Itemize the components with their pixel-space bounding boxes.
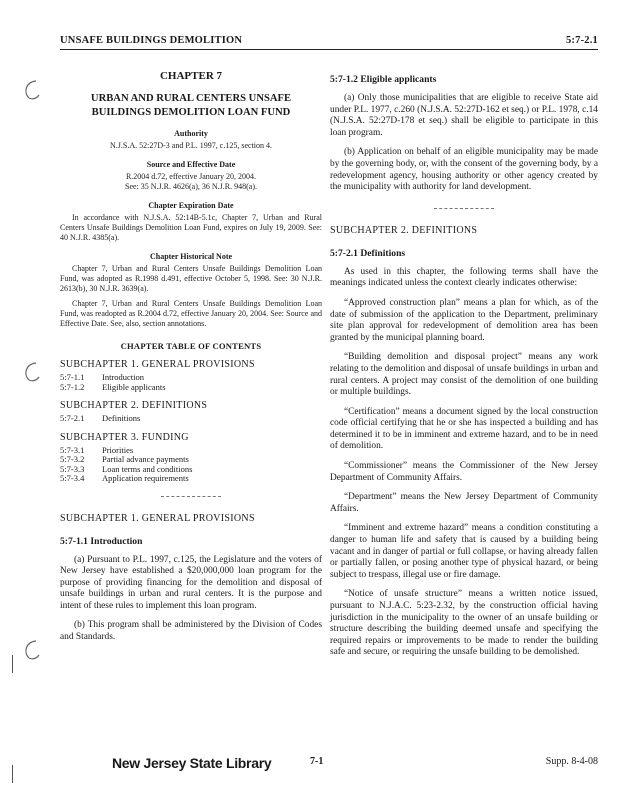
definition-paragraph: “Commissioner” means the Commissioner of the New Jersey Department of Community Affairs.: [330, 461, 598, 483]
right-column: [330, 66, 598, 659]
chapter-title: URBAN AND RURAL CENTERS UNSAFE BUILDINGS DEMOLITION LOAN FUND: [90, 93, 292, 118]
toc-item-label: Eligible applicants: [102, 381, 166, 392]
binder-hole-icon: [20, 360, 42, 384]
toc-item-number: 5:7-3.4: [60, 473, 85, 483]
toc-item-label: Definitions: [102, 413, 141, 423]
toc-item-number: 5:7-2.1: [60, 413, 85, 423]
authority-heading: Authority: [174, 129, 208, 138]
section-paragraph: (a) Pursuant to P.L. 1997, c.125, the Legislature and the voters of New Jersey have established a $20,000,000 loan program for the purpose of providing financing for the demolition and disposal of unsafe buildings in urban and rural centers. It is the purpose and intent of these rules to implement this loan program.: [60, 554, 322, 611]
toc-item-number: 5:7-1.1: [60, 372, 85, 382]
chapter-number: CHAPTER 7: [159, 70, 223, 82]
definition-paragraph: “Imminent and extreme hazard” means a condition constituting a danger to human life and safety that is caused by a building being vacant and in danger of partial or full collapse, or having already fallen or partially fallen, or posing another type of physical hazard, or being subject to trespass, illegal use or fire damage.: [330, 523, 598, 580]
edge-mark: [12, 765, 13, 783]
footer-page-number: 7-1: [310, 756, 324, 767]
left-column: [60, 66, 322, 644]
definition-paragraph: “Approved construction plan” means a plan for which, as of the date of submission of the application to the Department, preliminary site plan approval for redevelopment of demolition area has been granted by the municipal planning board.: [330, 297, 598, 343]
running-header-title: UNSAFE BUILDINGS DEMOLITION: [60, 35, 243, 46]
binder-hole-icon: [20, 638, 42, 662]
section-paragraph: (a) Only those municipalities that are eligible to receive State aid under P.L. 1977, c.260 (N.J.S.A. 52:27D-162 et seq.) or P.L. 1978, c.14 (N.J.S.A. 52:27D-178 et seq.) shall be eligible to participate in this loan program.: [330, 93, 598, 138]
source-text: See: 35 N.J.R. 4626(a), 36 N.J.R. 948(a).: [125, 182, 257, 191]
toc-item[interactable]: [60, 414, 140, 424]
toc-subchapter-heading: SUBCHAPTER 1. GENERAL PROVISIONS: [60, 359, 255, 370]
toc-item-label: Application requirements: [102, 473, 189, 483]
expiration-heading: Chapter Expiration Date: [148, 201, 234, 210]
toc-item-label: Introduction: [102, 372, 145, 382]
section-paragraph: As used in this chapter, the following terms shall have the meanings indicated unless the context clearly indicates otherwise:: [330, 266, 598, 289]
running-header-code: 5:7-2.1: [565, 35, 598, 46]
expiration-text: In accordance with N.J.S.A. 52:14B-5.1c, Chapter 7, Urban and Rural Centers Unsafe Buildings Demolition Loan Fund, expires on July 19, 2009. See: 40 N.J.R. 4385(a).: [60, 213, 322, 242]
section-paragraph: (b) This program shall be administered by the Division of Codes and Standards.: [60, 620, 322, 643]
source-text: R.2004 d.72, effective January 20, 2004.: [125, 172, 257, 181]
definition-paragraph: “Certification” means a document signed by the local construction code official certifying that he or she has inspected a building and has determined it to be in imminent and extreme hazard, and to be in need of demolition.: [330, 406, 598, 452]
source-heading: Source and Effective Date: [146, 160, 236, 169]
toc-subchapter: [60, 432, 322, 484]
running-header: [60, 30, 598, 46]
footer-library-stamp: New Jersey State Library: [112, 755, 272, 771]
section-divider: [161, 496, 221, 497]
toc-list: [60, 373, 166, 392]
toc-list: [60, 446, 192, 484]
toc-item-number: 5:7-3.1: [60, 444, 85, 455]
definition-paragraph: “Building demolition and disposal project” means any work relating to the demolition and disposal of unsafe buildings in urban and rural centers. A project may consist of the demolition of one building or multiple buildings.: [330, 352, 598, 398]
definition-paragraph: “Department” means the New Jersey Department of Community Affairs.: [330, 492, 598, 514]
toc-item-label: Priorities: [102, 444, 134, 455]
definition-paragraph: “Notice of unsafe structure” means a written notice issued, pursuant to N.J.A.C. 5:23-2.32, by the construction official having jurisdiction in the municipality to the owner of an unsafe building or structure describing the building deemed unsafe and specifying the required repairs or improvements to be made to render the building safe and secure, or requiring the unsafe building to be demolished.: [330, 589, 598, 658]
edge-mark: [12, 655, 13, 673]
section-heading: 5:7-1.2 Eligible applicants: [330, 74, 437, 85]
history-heading: Chapter Historical Note: [149, 252, 233, 261]
header-rule: [60, 49, 598, 50]
history-text: Chapter 7, Urban and Rural Centers Unsafe Buildings Demolition Loan Fund, was adopted as R.1998 d.491, effective October 5, 1998. See: 30 N.J.R. 2613(b), 30 N.J.R. 3639(a).: [60, 264, 322, 293]
toc-item-number: 5:7-3.2: [60, 454, 85, 464]
toc-subchapter-heading: SUBCHAPTER 2. DEFINITIONS: [60, 400, 208, 411]
toc-subchapter-heading: SUBCHAPTER 3. FUNDING: [60, 431, 189, 443]
toc-item-number: 5:7-3.3: [60, 463, 85, 474]
section-paragraph: (b) Application on behalf of an eligible municipality may be made by the governing body, or, with the consent of the governing body, by a redevelopment agency, housing authority or other agency created by the municipality with authority for land development.: [330, 147, 598, 193]
authority-text: N.J.S.A. 52:27D-3 and P.L. 1997, c.125, section 4.: [110, 141, 272, 150]
section-heading: 5:7-1.1 Introduction: [60, 535, 143, 547]
toc-item-label: Loan terms and conditions: [102, 463, 193, 474]
section-heading: 5:7-2.1 Definitions: [330, 247, 406, 259]
footer-supplement: Supp. 8-4-08: [545, 756, 598, 767]
toc-item-number: 5:7-1.2: [60, 381, 85, 392]
subchapter-heading: SUBCHAPTER 2. DEFINITIONS: [330, 224, 478, 236]
section-divider: [434, 208, 494, 209]
toc-heading: CHAPTER TABLE OF CONTENTS: [120, 341, 262, 351]
toc-item[interactable]: [60, 474, 192, 484]
subchapter-heading: SUBCHAPTER 1. GENERAL PROVISIONS: [60, 512, 255, 524]
toc-item-label: Partial advance payments: [102, 454, 189, 464]
toc-item[interactable]: [60, 383, 166, 393]
toc-subchapter: [60, 359, 322, 392]
binder-hole-icon: [20, 78, 42, 102]
toc-list: [60, 414, 140, 424]
toc-subchapter: [60, 400, 322, 424]
history-text: Chapter 7, Urban and Rural Centers Unsafe Buildings Demolition Loan Fund, was readopted as R.2004 d.72, effective January 20, 2004. See: Source and Effective Date. See, also, section annotations.: [60, 299, 322, 328]
